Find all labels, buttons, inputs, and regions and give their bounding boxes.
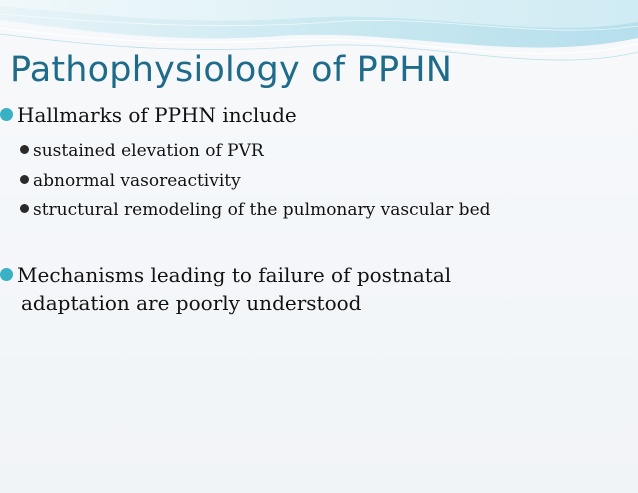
sub-bullet-dot-icon [20, 175, 29, 184]
bullet-text-line-2: adaptation are poorly understood [21, 291, 362, 315]
sub-bullet-item-1 [20, 140, 264, 162]
bullet-item-1 [0, 102, 297, 128]
bullet-item-2 [0, 262, 451, 288]
sub-bullet-item-2 [20, 170, 241, 192]
bullet-dot-icon [0, 108, 13, 121]
sub-bullet-text: abnormal vasoreactivity [33, 171, 241, 191]
sub-bullet-dot-icon [20, 204, 29, 213]
bullet-text-line-1: Mechanisms leading to failure of postnatal [17, 263, 452, 287]
sub-bullet-text: sustained elevation of PVR [33, 141, 264, 161]
slide-title: Pathophysiology of PPHN [10, 50, 453, 90]
bullet-dot-icon [0, 268, 13, 281]
bullet-text: Hallmarks of PPHN include [17, 103, 297, 127]
sub-bullet-item-3 [20, 199, 491, 221]
sub-bullet-dot-icon [20, 145, 29, 154]
sub-bullet-text: structural remodeling of the pulmonary vascular bed [33, 200, 491, 220]
